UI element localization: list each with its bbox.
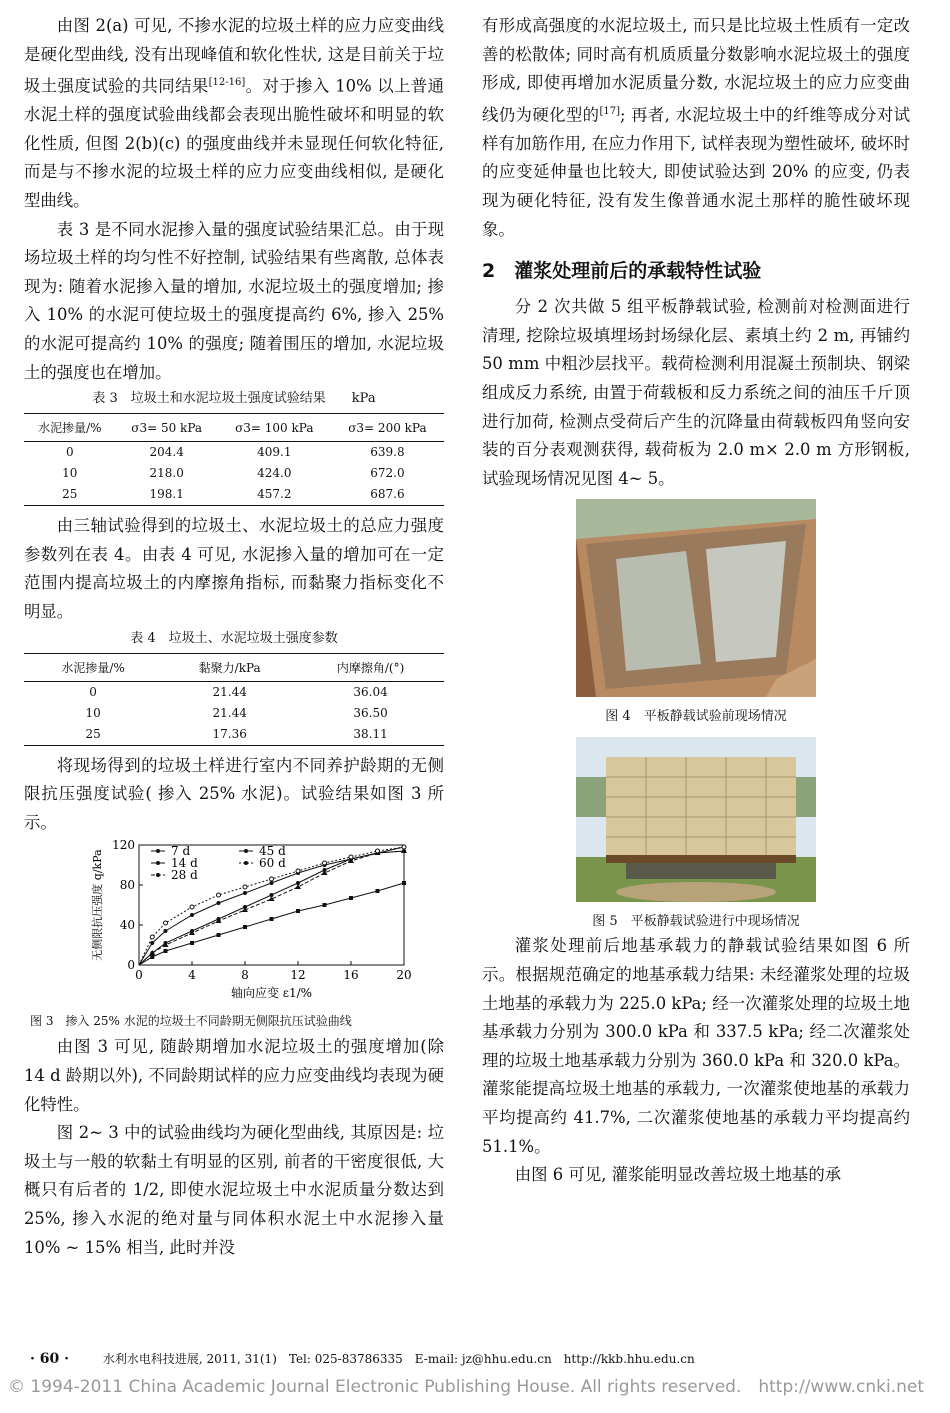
x-tick-label: 0 xyxy=(135,968,143,983)
data-point xyxy=(149,950,155,955)
table-3-caption: 表 3 垃圾土和水泥垃圾土强度试验结果 kPa xyxy=(92,391,376,407)
journal-info: 水利水电科技进展, 2011, 31(1) Tel: 025-83786335 E-mail: jz@hhu.edu.cn http://kkb.hhu.edu.cn xyxy=(102,1352,695,1366)
data-point xyxy=(217,893,221,897)
legend-marker xyxy=(156,873,160,877)
table-cell: 424.0 xyxy=(257,466,292,481)
table-4-grid xyxy=(24,653,444,746)
figure-3-caption: 图 3 掺入 25% 水泥的垃圾土不同龄期无侧限抗压试验曲线 xyxy=(30,1014,352,1029)
data-point xyxy=(402,881,406,885)
data-point xyxy=(402,845,406,849)
data-point xyxy=(243,925,247,929)
copyright-watermark: © 1994-2011 China Academic Journal Electronic Publishing House. All rights reserved. http://www.cnki.net xyxy=(8,1377,924,1397)
table-row xyxy=(24,463,444,484)
paragraph-r1-text: 有形成高强度的水泥垃圾土, 而只是比垃圾土性质有一定改善的松散体; 同时高有机质质量分数影响水泥垃圾土的强度形成, 即使再增加水泥质量分数, 水泥垃圾土的应力应变曲线仍为硬化型的 xyxy=(482,16,910,125)
figure-5-caption: 图 5 平板静载试验进行中现场情况 xyxy=(592,914,800,930)
data-point xyxy=(376,849,380,853)
table-header: 水泥掺量/% xyxy=(24,653,162,681)
page-footer xyxy=(30,1350,695,1367)
data-point xyxy=(150,941,154,945)
paragraph-5: 由图 3 可见, 随龄期增加水泥垃圾土的强度增加(除 14 d 龄期以外), 不同龄期试样的应力应变曲线均表现为硬化特性。 xyxy=(24,1037,444,1114)
table-cell: 409.1 xyxy=(257,445,292,460)
data-point xyxy=(376,889,380,893)
table-cell: 36.04 xyxy=(353,684,388,699)
legend-label: 14 d xyxy=(171,856,198,871)
table-header: 黏聚力/kPa xyxy=(162,653,297,681)
data-point xyxy=(190,941,194,945)
table-row xyxy=(24,681,444,703)
y-tick-label: 80 xyxy=(119,878,135,893)
citation: [12-16] xyxy=(208,77,246,89)
table-header: σ3= 100 kPa xyxy=(218,414,331,442)
paragraph-3: 由三轴试验得到的垃圾土、水泥垃圾土的总应力强度参数列在表 4。由表 4 可见, 水泥掺入量的增加可在一定范围内提高垃圾土的内摩擦角指标, 而黏聚力指标变化不明显。 xyxy=(24,516,444,621)
paragraph-4: 将现场得到的垃圾土样进行室内不同养护龄期的无侧限抗压强度试验( 掺入 25% 水泥)。试验结果如图 3 所示。 xyxy=(24,755,444,832)
table-cell: 21.44 xyxy=(212,705,247,720)
x-tick-label: 12 xyxy=(290,968,306,983)
data-point xyxy=(323,903,327,907)
data-point xyxy=(296,869,300,873)
table-4-caption: 表 4 垃圾土、水泥垃圾土强度参数 xyxy=(130,630,338,646)
legend-marker xyxy=(244,849,248,853)
legend-label: 60 d xyxy=(259,856,286,871)
paragraph-1-end: 。对于掺入 10% 以上普通水泥土样的强度试验曲线都会表现出脆性破坏和明显的软化性质, 但图 2(b)(c) 的强度曲线并未显现任何软化特征, 而是与不掺水泥的垃圾土样的应力应变曲线相似, 是硬化型曲线。 xyxy=(24,76,444,211)
data-point xyxy=(190,905,194,909)
figure-4-caption: 图 4 平板静载试验前现场情况 xyxy=(605,709,787,725)
paragraph-2: 表 3 是不同水泥掺入量的强度试验结果汇总。由于现场垃圾土样的均匀性不好控制, 试验结果有些离散, 总体表现为: 随着水泥掺入量的增加, 水泥垃圾土的强度增加; 掺入 10% 的水泥可使垃圾土的强度提高约 6%, 掺入 25% 的水泥可提高约 10% 的强度; 随着围压的增加, 水泥垃圾土的强度也在增加。 xyxy=(24,219,444,382)
data-point xyxy=(349,896,353,900)
y-tick-label: 120 xyxy=(112,838,135,853)
table-cell: 639.8 xyxy=(370,445,405,460)
page-number: · 60 · xyxy=(30,1351,69,1367)
data-point xyxy=(243,885,247,889)
figure-4-photo xyxy=(576,499,816,697)
figure-5-photo xyxy=(576,737,816,902)
data-point xyxy=(189,930,195,935)
paragraph-r2: 分 2 次共做 5 组平板静载试验, 检测前对检测面进行清理, 挖除垃圾填埋场封场绿化层、素填土约 2 m, 再铺约 50 mm 中粗沙层找平。载荷检测利用混凝土预制块、钢梁组成反力系统, 由置于荷载板和反力系统之间的油压千斤顶进行加荷, 检测点受荷后产生的沉降量由荷载板四角竖向安装的百分表观测获得, 载荷板为 2.0 m× 2.0 m 方形钢板, 试验现场情况见图 4~ 5。 xyxy=(482,297,910,488)
data-point xyxy=(164,921,168,925)
table-cell: 38.11 xyxy=(297,724,444,746)
right-column xyxy=(482,12,910,1190)
paragraph-6: 图 2~ 3 中的试验曲线均为硬化型曲线, 其原因是: 垃圾土与一般的软黏土有明显的区别, 前者的干密度很低, 大概只有后者的 1/2, 即使水泥垃圾土中水泥质量分数达到 25%, 掺入水泥的绝对量与同体积水泥土中水泥掺入量 10% ~ 15% 相当, 此时并没 xyxy=(24,1123,444,1257)
table-header: 内摩擦角/(°) xyxy=(297,653,444,681)
left-column xyxy=(24,12,444,1262)
data-point xyxy=(150,935,154,939)
table-cell: 10 xyxy=(85,705,101,720)
table-cell: 10 xyxy=(62,466,78,481)
data-point xyxy=(150,955,154,959)
x-tick-label: 4 xyxy=(188,968,196,983)
y-tick-label: 40 xyxy=(119,918,135,933)
table-row xyxy=(24,724,444,746)
legend-marker xyxy=(156,861,160,865)
table-cell: 25 xyxy=(24,484,116,506)
data-point xyxy=(296,909,300,913)
data-point xyxy=(349,855,353,859)
data-point xyxy=(243,891,247,895)
paragraph-1-text: 由图 2(a) 可见, 不掺水泥的垃圾土样的应力应变曲线是硬化型曲线, 没有出现峰值和软化性状, 这是目前关于垃圾土强度试验的共同结果 xyxy=(24,16,444,96)
x-axis-label: 轴向应变 ε1/% xyxy=(230,986,313,1001)
legend-label: 7 d xyxy=(171,844,191,859)
table-cell: 25 xyxy=(24,724,162,746)
table-header: σ3= 50 kPa xyxy=(116,414,218,442)
table-cell: 0 xyxy=(89,684,97,699)
legend-label: 45 d xyxy=(259,844,286,859)
table-row xyxy=(24,484,444,506)
y-axis-label: 无侧限抗压强度 q/kPa xyxy=(91,849,104,962)
table-cell: 687.6 xyxy=(331,484,444,506)
table-row xyxy=(24,703,444,724)
table-header-row xyxy=(24,653,444,681)
data-point xyxy=(190,913,194,917)
legend-label: 28 d xyxy=(171,868,198,883)
table-header: σ3= 200 kPa xyxy=(331,414,444,442)
data-point xyxy=(164,949,168,953)
legend-marker xyxy=(156,849,160,853)
table-cell: 198.1 xyxy=(116,484,218,506)
data-point xyxy=(270,877,274,881)
data-point xyxy=(323,861,327,865)
citation: [17] xyxy=(599,105,620,117)
figure-3-chart xyxy=(44,837,424,1007)
table-3 xyxy=(24,389,444,506)
table-row xyxy=(24,442,444,464)
data-point xyxy=(270,917,274,921)
paragraph-r1-end: ; 再者, 水泥垃圾土中的纤维等成分对试样有加筋作用, 在应力作用下, 试样表现为塑性破坏, 破坏时的应变延伸量也比较大, 即使试验达到 20% 的应变, 仍表现为硬化特征, 没有发生像普通水泥土那样的脆性破坏现象。 xyxy=(482,105,911,239)
data-point xyxy=(164,929,168,933)
table-cell: 218.0 xyxy=(149,466,184,481)
table-cell: 21.44 xyxy=(212,684,247,699)
data-point xyxy=(217,933,221,937)
table-4 xyxy=(24,629,444,746)
table-header-row xyxy=(24,414,444,442)
data-point xyxy=(295,884,301,889)
paragraph-r1 xyxy=(482,12,910,244)
paragraph-1 xyxy=(24,12,444,216)
table-cell: 0 xyxy=(65,445,74,460)
paragraph-r4: 由图 6 可见, 灌浆能明显改善垃圾土地基的承 xyxy=(514,1165,842,1185)
table-header: 水泥掺量/% xyxy=(24,414,116,442)
y-tick-label: 0 xyxy=(127,958,135,973)
table-cell: 36.50 xyxy=(353,705,388,720)
x-tick-label: 16 xyxy=(343,968,359,983)
x-tick-label: 20 xyxy=(396,968,412,983)
table-cell: 204.4 xyxy=(149,445,184,460)
section-heading: 2 灌浆处理前后的承载特性试验 xyxy=(482,260,762,283)
data-point xyxy=(270,881,274,885)
legend-marker xyxy=(244,861,248,865)
table-3-grid xyxy=(24,413,444,506)
paragraph-r3: 灌浆处理前后地基承载力的静载试验结果如图 6 所示。根据规范确定的地基承载力结果: 未经灌浆处理的垃圾土地基的承载力为 225.0 kPa; 经一次灌浆处理的垃圾土地基承载力分别为 300.0 kPa 和 337.5 kPa; 经二次灌浆处理的垃圾土地基承载力分别为 360.0 kPa 和 320.0 kPa。灌浆能提高垃圾土地基的承载力, 一次灌浆使地基的承载力平均提高约 41.7%, 二次灌浆使地基的承载力平均提高约 51.1%。 xyxy=(482,936,910,1156)
x-tick-label: 8 xyxy=(241,968,249,983)
table-cell: 457.2 xyxy=(218,484,331,506)
table-cell: 17.36 xyxy=(162,724,297,746)
data-point xyxy=(217,901,221,905)
table-cell: 672.0 xyxy=(370,466,405,481)
